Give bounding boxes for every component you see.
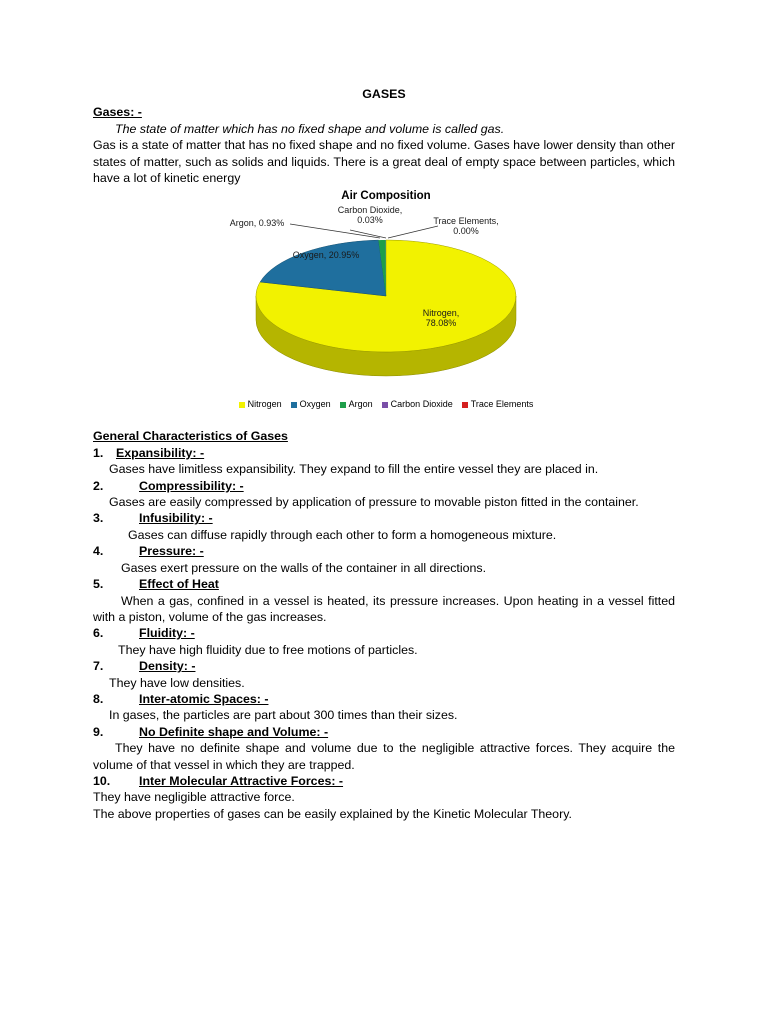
legend-label-argon: Argon: [348, 399, 373, 410]
item-number: 4.: [93, 544, 104, 559]
item-text: Gases are easily compressed by application of pressure to movable piston fitted in the container.: [109, 495, 639, 510]
item-text: They have negligible attractive force.: [93, 790, 295, 805]
legend-swatch-nitrogen: [239, 402, 245, 408]
legend-item-trace-elements: [462, 396, 534, 412]
item-number: 6.: [93, 626, 104, 641]
item-heading: Effect of Heat: [139, 577, 219, 592]
chart-title: Air Composition: [341, 190, 431, 203]
item-number: 7.: [93, 659, 104, 674]
gas-definition: The state of matter which has no fixed shape and volume is called gas.: [115, 121, 505, 136]
characteristic-item: [93, 691, 675, 724]
item-number: 10.: [93, 773, 111, 788]
legend-swatch-oxygen: [291, 402, 297, 408]
characteristic-item: [93, 510, 675, 543]
legend-swatch-argon: [340, 402, 346, 408]
item-text: In gases, the particles are part about 300 times than their sizes.: [109, 708, 458, 723]
item-text: They have low densities.: [109, 675, 245, 690]
label-argon: Argon, 0.93%: [229, 218, 285, 229]
item-text: Gases have limitless expansibility. They expand to fill the entire vessel they are placed in.: [109, 462, 599, 477]
air-composition-chart: [226, 188, 546, 418]
item-number: 3.: [93, 511, 104, 526]
characteristic-item: [93, 478, 675, 511]
label-carbon-dioxide: Carbon Dioxide, 0.03%: [337, 205, 403, 226]
chart-legend: [226, 396, 546, 412]
characteristics-heading: General Characteristics of Gases: [93, 429, 288, 444]
gases-heading: Gases: -: [93, 105, 142, 120]
legend-item-oxygen: [291, 396, 331, 412]
item-number: 2.: [93, 478, 104, 493]
characteristic-item: [93, 543, 675, 576]
item-text: They have no definite shape and volume due to the negligible attractive forces. They acquire the volume of that vessel in which they are trapped.: [93, 741, 675, 772]
intro-paragraph: Gas is a state of matter that has no fixed shape and no fixed volume. Gases have lower density than other states of matter, such as solids and liquids. There is a great deal of empty space between particles, which have a lot of kinetic energy: [93, 138, 676, 186]
characteristic-item: [93, 724, 675, 773]
characteristic-item: [93, 658, 675, 691]
legend-item-carbon-dioxide: [382, 396, 453, 412]
item-text: Gases can diffuse rapidly through each other to form a homogeneous mixture.: [128, 527, 557, 542]
characteristic-item: [93, 576, 675, 625]
document-page: [93, 86, 675, 822]
item-heading: Density: -: [139, 659, 196, 674]
legend-label-trace-elements: Trace Elements: [470, 399, 534, 410]
legend-swatch-carbon-dioxide: [382, 402, 388, 408]
legend-item-nitrogen: [239, 396, 282, 412]
item-number: 1.: [93, 445, 104, 460]
characteristic-item: [93, 625, 675, 658]
item-heading: Pressure: -: [139, 544, 204, 559]
label-nitrogen: Nitrogen, 78.08%: [422, 308, 460, 329]
item-heading: Infusibility: -: [139, 511, 213, 526]
item-heading: No Definite shape and Volume: -: [139, 724, 329, 739]
legend-label-carbon-dioxide: Carbon Dioxide: [390, 399, 453, 410]
legend-item-argon: [340, 396, 373, 412]
page-title: GASES: [362, 87, 406, 101]
legend-swatch-trace-elements: [462, 402, 468, 408]
item-number: 5.: [93, 577, 104, 592]
item-heading: Inter-atomic Spaces: -: [139, 691, 269, 706]
item-number: 9.: [93, 724, 104, 739]
closing-paragraph: The above properties of gases can be easily explained by the Kinetic Molecular Theory.: [93, 806, 572, 821]
item-heading: Fluidity: -: [139, 626, 195, 641]
item-text: They have high fluidity due to free motions of particles.: [118, 642, 418, 657]
legend-label-nitrogen: Nitrogen: [247, 399, 282, 410]
item-heading: Compressibility: -: [139, 478, 244, 493]
item-heading: Inter Molecular Attractive Forces: -: [139, 773, 344, 788]
item-text: When a gas, confined in a vessel is heated, its pressure increases. Upon heating in a vessel fitted with a piston, volume of the gas increases.: [93, 593, 675, 624]
legend-label-oxygen: Oxygen: [299, 399, 331, 410]
item-text: Gases exert pressure on the walls of the container in all directions.: [121, 560, 487, 575]
item-number: 8.: [93, 691, 104, 706]
leader-line-argon: [290, 224, 380, 238]
characteristic-item: [93, 445, 675, 478]
label-trace-elements: Trace Elements, 0.00%: [433, 216, 499, 237]
item-heading: Expansibility: -: [116, 445, 205, 460]
characteristic-item: [93, 773, 675, 806]
label-oxygen: Oxygen, 20.95%: [292, 250, 360, 261]
